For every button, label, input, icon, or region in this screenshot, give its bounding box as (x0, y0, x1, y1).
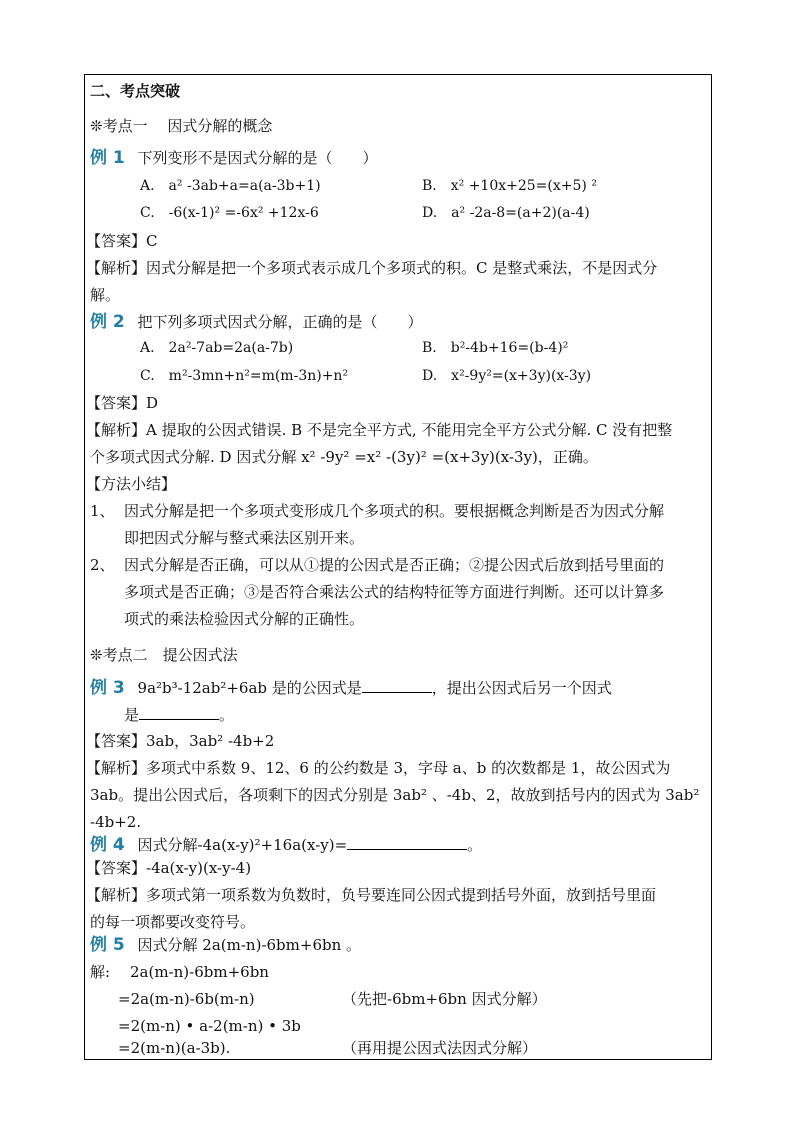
solution-step: =2a(m-n)-6b(m-n) (118, 990, 255, 1008)
answer-blank[interactable] (139, 704, 219, 720)
list-number: 1、 (90, 502, 115, 520)
section-title-1: ❊考点一 因式分解的概念 (90, 117, 273, 135)
example-label: 例 4 (90, 835, 125, 855)
answer-blank[interactable] (347, 834, 467, 850)
question-text: 是 (124, 706, 140, 724)
question-text: 因式分解 2a(m-n)-6bm+6bn 。 (137, 936, 362, 954)
section-title-2: ❊考点二 提公因式法 (90, 646, 238, 664)
option-a: A. a² -3ab+a=a(a-3b+1) (140, 178, 321, 194)
option-c: C. m²-3mn+n²=m(m-3n)+n² (140, 368, 349, 384)
analysis-line: 解。 (90, 286, 121, 304)
analysis-line: 【解析】因式分解是把一个多项式表示成几个多项式的积。C 是整式乘法，不是因式分 (86, 259, 658, 277)
example-4-question (90, 834, 482, 855)
example-label: 例 2 (90, 312, 125, 332)
question-text: 因式分解-4a(x-y)²+16a(x-y)= (137, 836, 348, 854)
solution-label: 解: (90, 963, 111, 981)
analysis-line: 个多项式因式分解. D 因式分解 x² -9y² =x² -(3y)² =(x+3y)(x-3y)，正确。 (90, 448, 598, 466)
question-text: 。 (219, 706, 235, 724)
example-1-question (90, 148, 378, 168)
question-text: 把下列多项式因式分解，正确的是（ ） (137, 313, 423, 331)
answer: 【答案】3ab，3ab² -4b+2 (86, 732, 275, 750)
solution-step: =2(m-n) • a-2(m-n) • 3b (118, 1017, 301, 1035)
method-title: 【方法小结】 (86, 475, 177, 493)
question-text: 。 (467, 836, 483, 854)
example-2-question (90, 312, 423, 332)
method-text: 因式分解是把一个多项式变形成几个多项式的积。要根据概念判断是否为因式分解 (124, 502, 665, 520)
section-heading: 二、考点突破 (90, 82, 181, 100)
option-d: D. x²-9y²=(x+3y)(x-3y) (422, 368, 592, 384)
question-text: 下列变形不是因式分解的是（ ） (137, 149, 378, 167)
analysis-line: 【解析】多项式中系数 9、12、6 的公约数是 3，字母 a、b 的次数都是 1，故公因式为 (86, 759, 671, 777)
method-text: 多项式是否正确；③是否符合乘法公式的结构特征等方面进行判断。还可以计算多 (124, 583, 665, 601)
analysis-line: 的每一项都要改变符号。 (90, 913, 256, 931)
method-text: 因式分解是否正确，可以从①提的公因式是否正确；②提公因式后放到括号里面的 (124, 556, 665, 574)
option-b: B. x² +10x+25=(x+5) ² (422, 178, 597, 194)
example-3-question-cont (124, 704, 234, 725)
option-d: D. a² -2a-8=(a+2)(a-4) (422, 205, 590, 221)
solution-step: 2a(m-n)-6bm+6bn (130, 963, 269, 981)
analysis-line: 【解析】多项式第一项系数为负数时，负号要连同公因式提到括号外面，放到括号里面 (86, 886, 657, 904)
analysis-line: 【解析】A 提取的公因式错误. B 不是完全平方式, 不能用完全平方公式分解. C 没有把整 (86, 421, 673, 439)
example-5-question (90, 935, 361, 955)
solution-note: （再用提公因式法因式分解） (342, 1039, 538, 1057)
method-text: 项式的乘法检验因式分解的正确性。 (124, 610, 365, 628)
option-a: A. 2a²-7ab=2a(a-7b) (140, 340, 294, 356)
option-b: B. b²-4b+16=(b-4)² (422, 340, 569, 356)
question-text: ，提出公因式后另一个因式 (431, 679, 612, 697)
answer: 【答案】C (86, 232, 158, 250)
answer-blank[interactable] (362, 677, 432, 693)
list-number: 2、 (90, 556, 115, 574)
answer: 【答案】D (86, 394, 159, 412)
question-text: 9a²b³-12ab²+6ab 是的公因式是 (137, 679, 362, 697)
method-text: 即把因式分解与整式乘法区别开来。 (124, 529, 365, 547)
example-label: 例 1 (90, 148, 125, 168)
example-label: 例 3 (90, 678, 125, 698)
example-3-question (90, 677, 612, 698)
example-label: 例 5 (90, 935, 125, 955)
answer: 【答案】-4a(x-y)(x-y-4) (86, 859, 252, 877)
analysis-line: -4b+2. (90, 813, 142, 831)
solution-note: （先把-6bm+6bn 因式分解） (342, 990, 547, 1008)
analysis-line: 3ab。提出公因式后，各项剩下的因式分别是 3ab² 、-4b、2，故放到括号内的因式为 3ab² (90, 786, 700, 804)
solution-step: =2(m-n)(a-3b). (118, 1039, 231, 1057)
option-c: C. -6(x-1)² =-6x² +12x-6 (140, 205, 319, 221)
